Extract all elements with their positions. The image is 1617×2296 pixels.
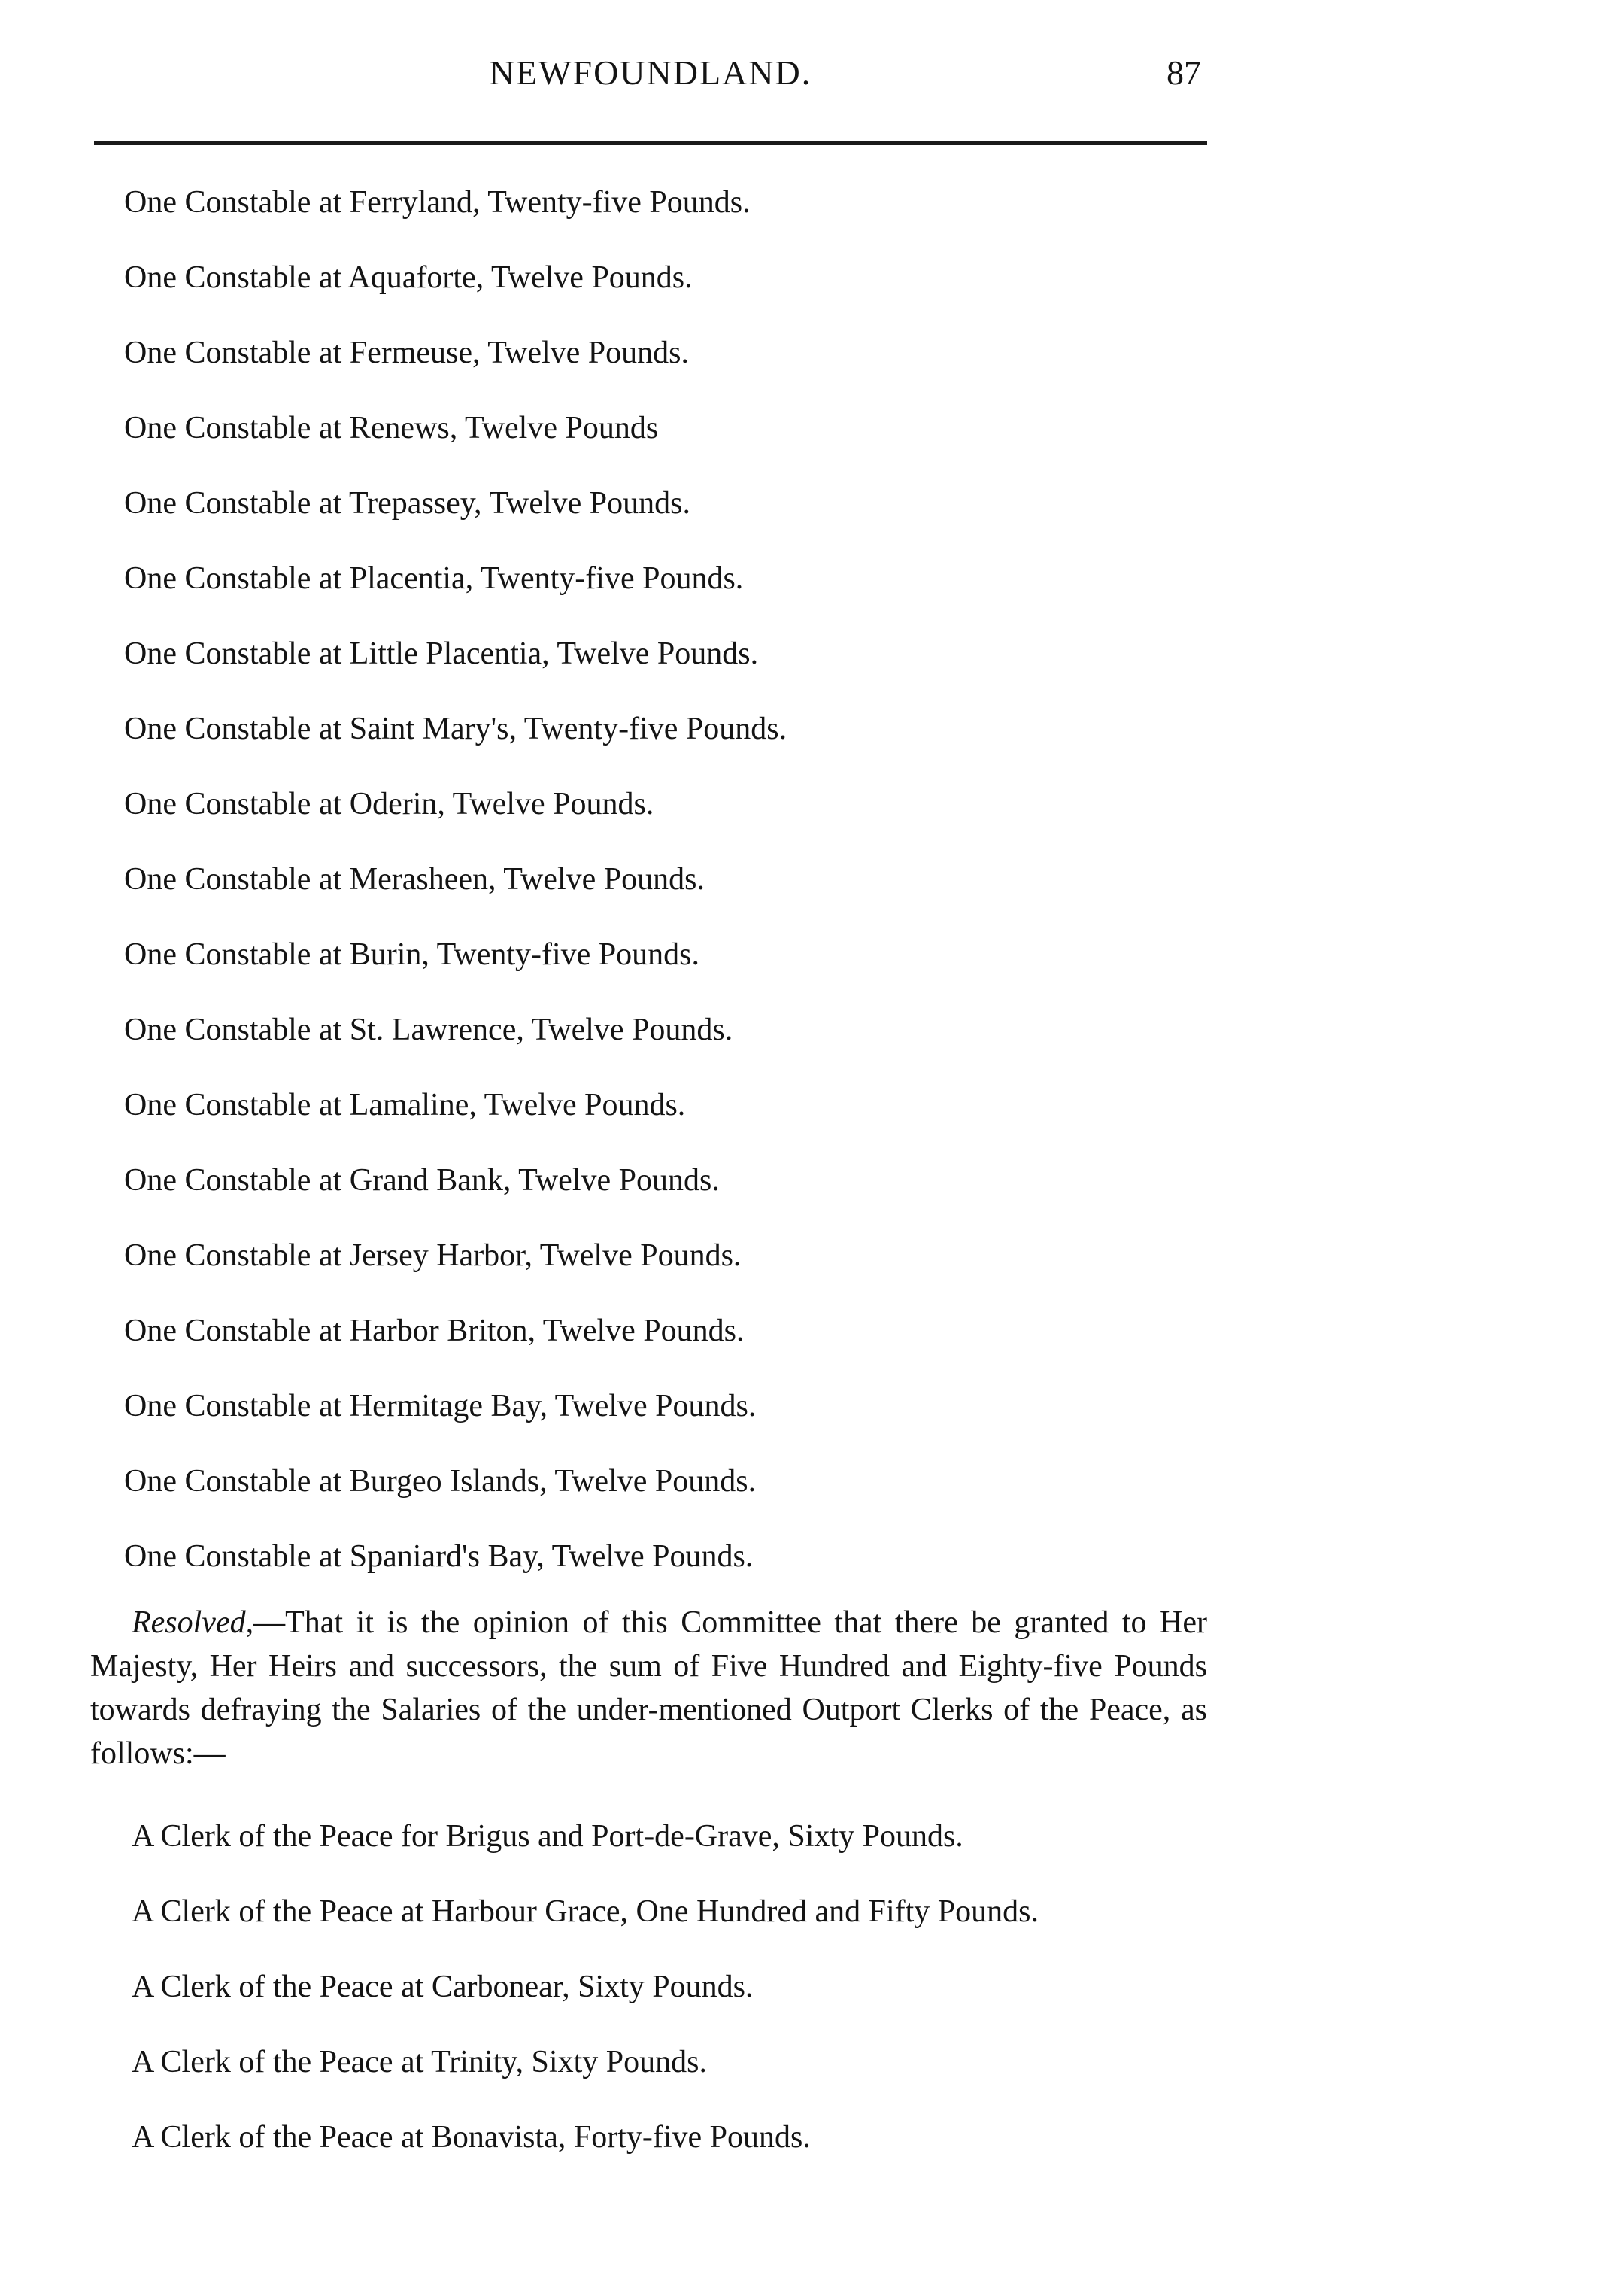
constable-entry: One Constable at Harbor Briton, Twelve Pounds.: [124, 1314, 745, 1348]
clerk-entry: A Clerk of the Peace at Harbour Grace, One Hundred and Fifty Pounds.: [132, 1894, 1039, 1929]
clerk-list: [90, 1815, 1207, 2191]
constable-entry: One Constable at Renews, Twelve Pounds: [124, 411, 659, 445]
running-head: [94, 53, 1207, 105]
constable-entry: One Constable at Merasheen, Twelve Pounds.: [124, 862, 705, 897]
clerk-entry: A Clerk of the Peace at Trinity, Sixty Pounds.: [132, 2045, 707, 2079]
constable-entry: One Constable at Burin, Twenty-five Pounds.: [124, 937, 700, 972]
running-title: NEWFOUNDLAND.: [489, 53, 812, 92]
constable-entry: One Constable at Placentia, Twenty-five Pounds.: [124, 561, 744, 596]
constable-entry: One Constable at St. Lawrence, Twelve Pounds.: [124, 1013, 733, 1047]
constable-entry: One Constable at Fermeuse, Twelve Pounds.: [124, 336, 689, 370]
constable-entry: One Constable at Hermitage Bay, Twelve Pounds.: [124, 1389, 757, 1423]
constable-entry: One Constable at Burgeo Islands, Twelve Pounds.: [124, 1464, 757, 1499]
constable-entry: One Constable at Ferryland, Twenty-five Pounds.: [124, 185, 751, 220]
clerk-entry: A Clerk of the Peace at Carbonear, Sixty Pounds.: [132, 1970, 754, 2004]
constable-entry: One Constable at Spaniard's Bay, Twelve Pounds.: [124, 1539, 754, 1574]
constable-entry: One Constable at Lamaline, Twelve Pounds.: [124, 1088, 686, 1122]
constable-entry: One Constable at Little Placentia, Twelve Pounds.: [124, 636, 759, 671]
constable-list: [124, 184, 1207, 1613]
resolution-paragraph: [90, 1601, 1207, 1775]
page-number: 87: [1166, 53, 1201, 92]
constable-entry: One Constable at Trepassey, Twelve Pounds.: [124, 486, 691, 521]
resolution-lead: Resolved,: [132, 1605, 254, 1640]
header-rule: [94, 141, 1207, 145]
clerk-entry: A Clerk of the Peace for Brigus and Port-de-Grave, Sixty Pounds.: [132, 1819, 963, 1854]
constable-entry: One Constable at Oderin, Twelve Pounds.: [124, 787, 654, 822]
constable-entry: One Constable at Saint Mary's, Twenty-five Pounds.: [124, 712, 787, 746]
resolution-text: —That it is the opinion of this Committee that there be granted to Her Majesty, Her Heirs and successors, the sum of Five Hundred and Eighty-five Pounds towards defraying the Salaries of the under-mentioned Outport Clerks of the Peace, as follows:—: [90, 1605, 1207, 1771]
constable-entry: One Constable at Jersey Harbor, Twelve Pounds.: [124, 1238, 742, 1273]
clerk-entry: A Clerk of the Peace at Bonavista, Forty-five Pounds.: [132, 2120, 811, 2155]
constable-entry: One Constable at Grand Bank, Twelve Pounds.: [124, 1163, 720, 1198]
constable-entry: One Constable at Aquaforte, Twelve Pounds.: [124, 260, 693, 295]
